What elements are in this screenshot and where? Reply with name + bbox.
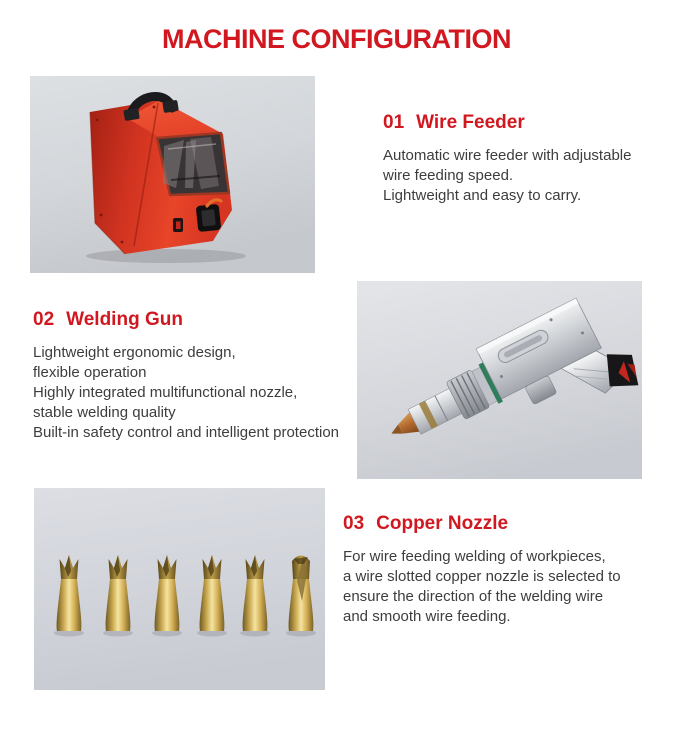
section-02-heading	[33, 308, 339, 332]
description-line: stable welding quality	[33, 404, 176, 421]
copper-nozzles-image	[34, 488, 325, 690]
section-02-number: 02	[33, 309, 55, 330]
section-02-description	[33, 343, 339, 443]
section-01-title: Wire Feeder	[416, 112, 525, 133]
description-line: ensure the direction of the welding wire	[343, 588, 604, 605]
page-title: MACHINE CONFIGURATION	[162, 24, 511, 54]
wire-feeder-image	[30, 76, 315, 273]
section-01-heading	[383, 111, 631, 135]
section-03-description	[343, 547, 621, 627]
section-wire-feeder-text	[383, 111, 631, 206]
description-line: Lightweight ergonomic design,	[33, 344, 236, 361]
section-03-heading	[343, 512, 621, 536]
description-line: a wire slotted copper nozzle is selected to	[343, 568, 621, 585]
description-line: Highly integrated multifunctional nozzle,	[33, 384, 298, 401]
welding-gun-image	[357, 281, 642, 479]
description-line: wire feeding speed.	[383, 167, 514, 184]
section-copper-nozzle-text	[343, 512, 621, 627]
section-02-title: Welding Gun	[66, 309, 183, 330]
power-switch	[173, 218, 183, 232]
description-line: and smooth wire feeding.	[343, 608, 511, 625]
section-welding-gun-text	[33, 308, 339, 443]
section-01-number: 01	[383, 112, 405, 133]
description-line: Automatic wire feeder with adjustable	[383, 147, 632, 164]
section-03-title: Copper Nozzle	[376, 513, 509, 534]
description-line: For wire feeding welding of workpieces,	[343, 548, 606, 565]
description-line: flexible operation	[33, 364, 147, 381]
wire-feeder-shadow	[86, 249, 246, 263]
viewing-window	[157, 133, 229, 195]
description-line: Built-in safety control and intelligent protection	[33, 424, 340, 441]
description-line: Lightweight and easy to carry.	[383, 187, 582, 204]
section-03-number: 03	[343, 513, 365, 534]
section-01-description	[383, 146, 631, 206]
